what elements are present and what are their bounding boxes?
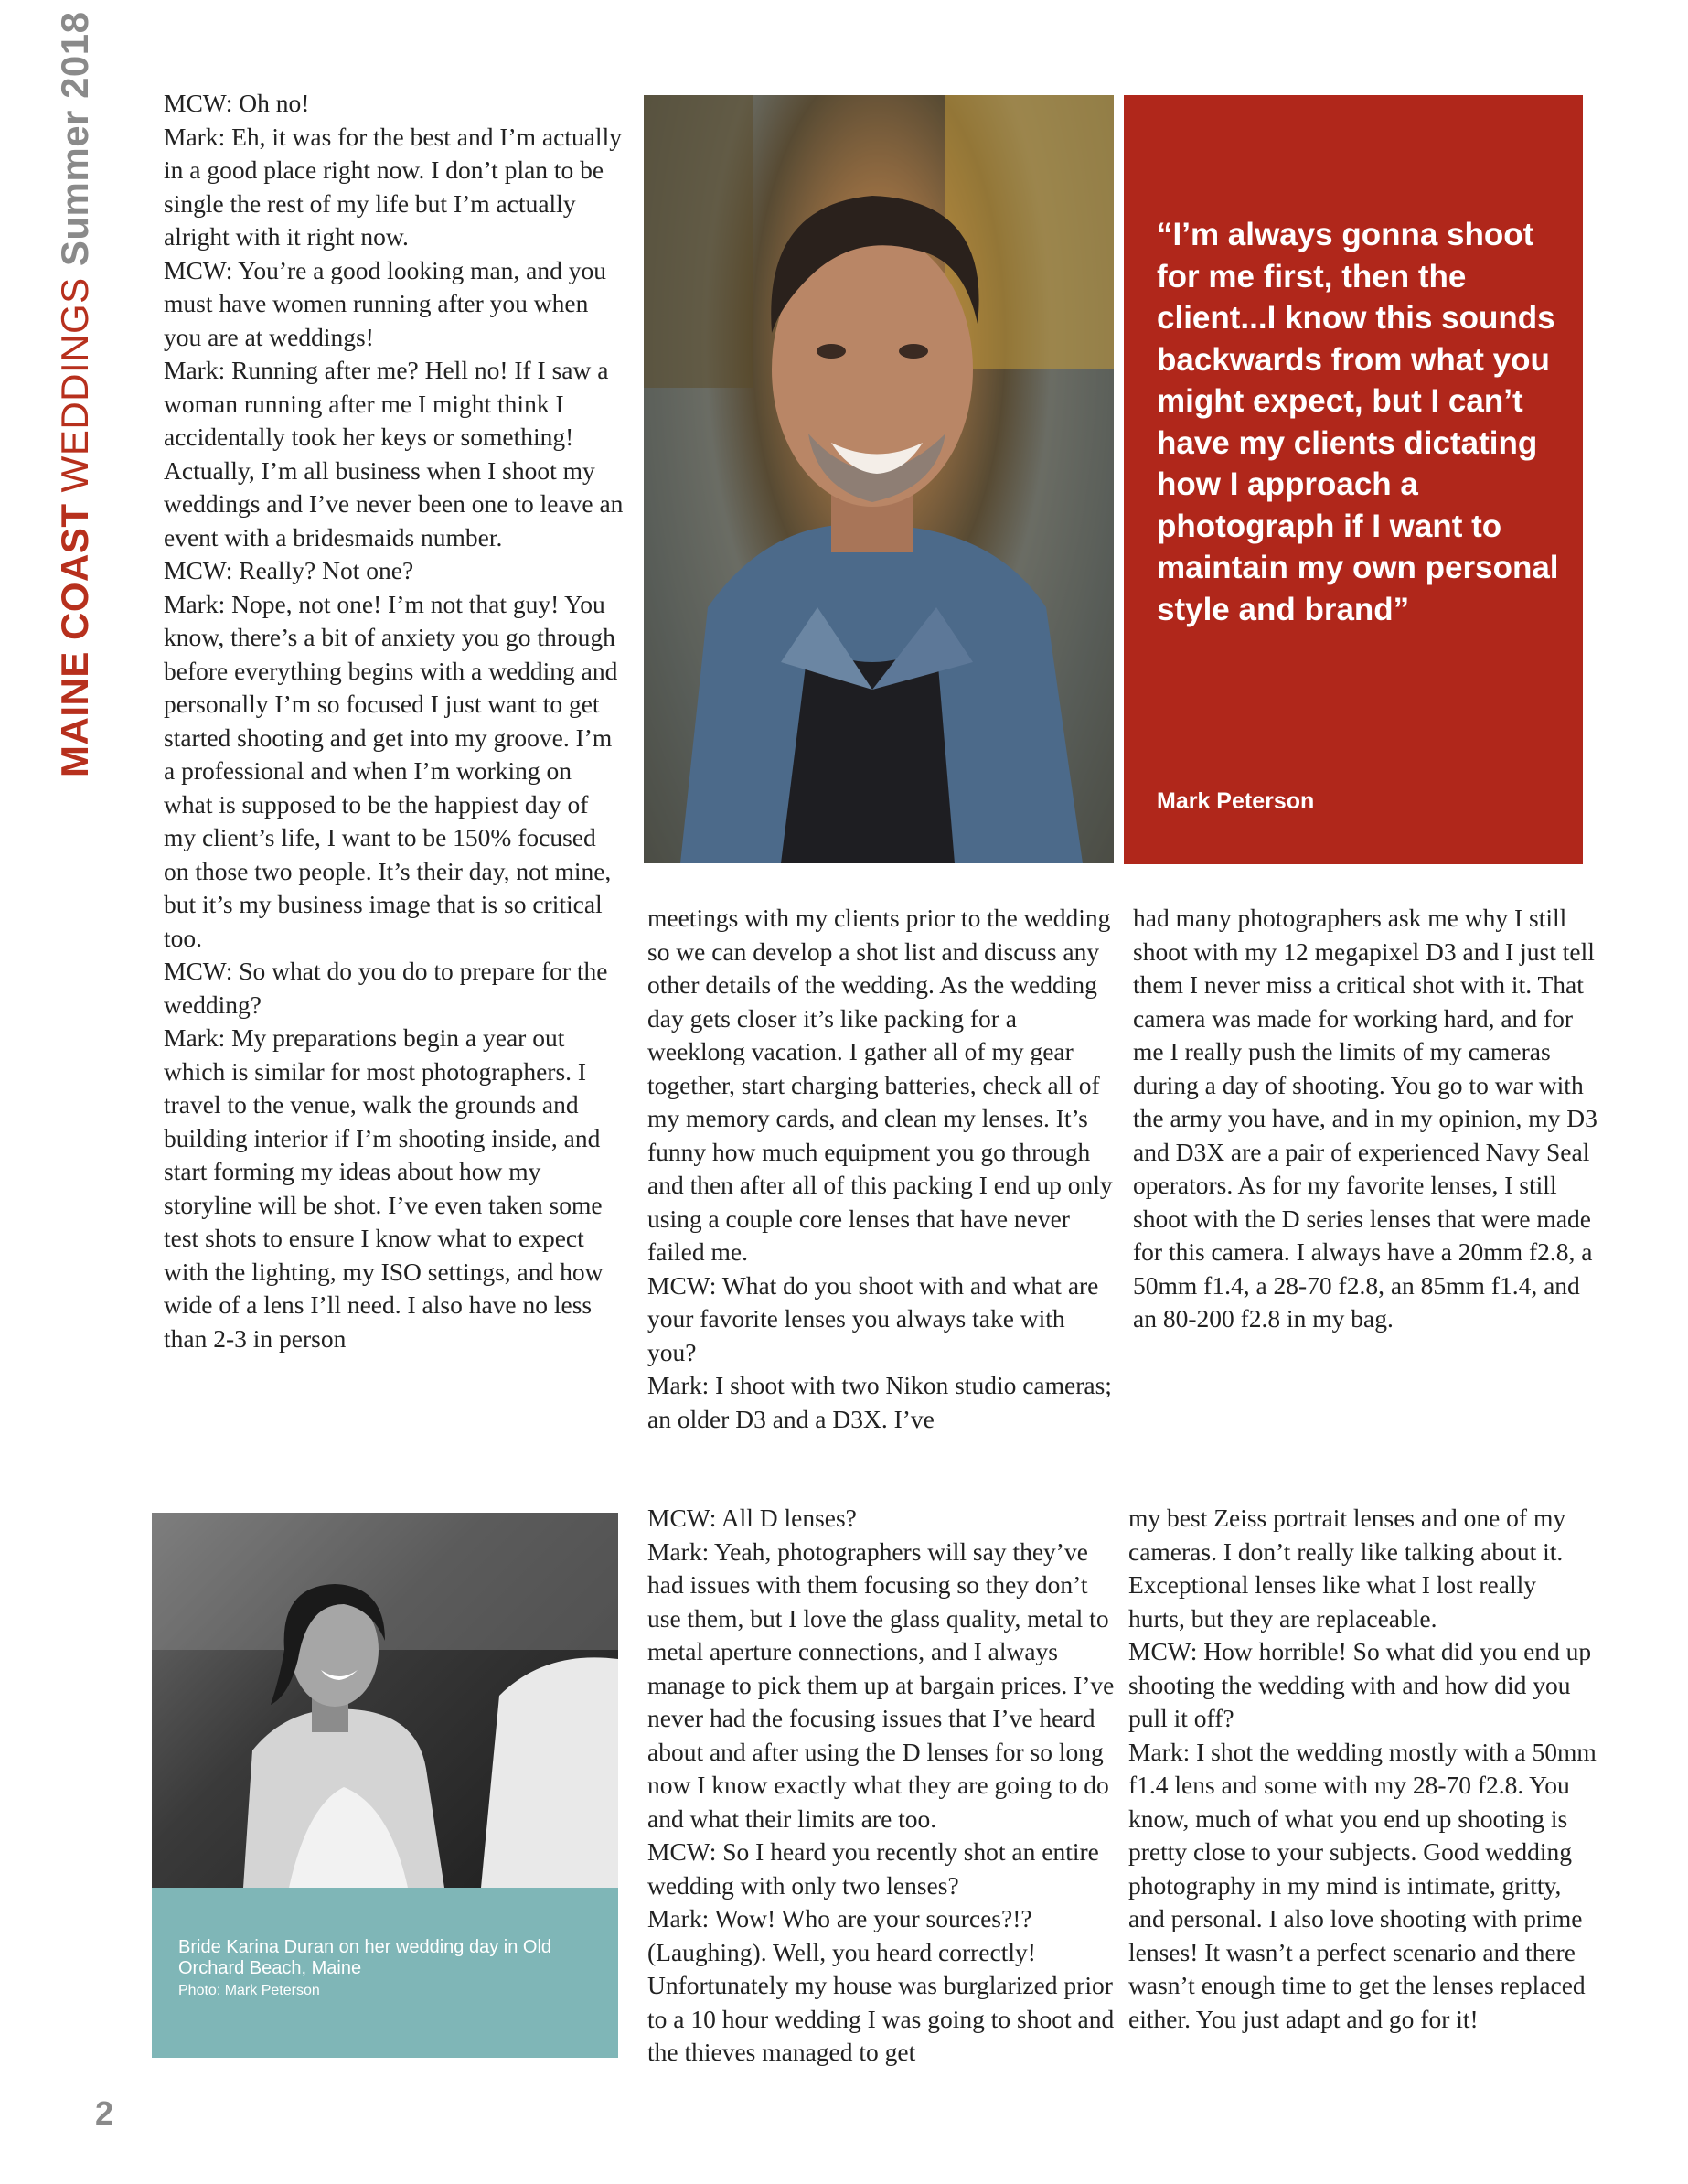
- article-column-1: [164, 87, 625, 1355]
- paragraph: had many photographers ask me why I still shoot with my 12 megapixel D3 and I just tell them I never miss a critical shot with it. That camera was made for working hard, and for me I really push the limits of my cameras during a day of shooting. You go to war with the army you have, and in my opinion, my D3 and D3X are a pair of experienced Navy Seal operators. As for my favorite lenses, I still shoot with the D series lenses that were made for this camera. I always have a 20mm f2.8, a 50mm f1.4, a 28-70 f2.8, an 85mm f1.4, and an 80-200 f2.8 in my bag.: [1133, 904, 1597, 1333]
- bride-photo: [152, 1513, 618, 1888]
- masthead: [53, 11, 97, 777]
- paragraph: MCW: What do you shoot with and what are your favorite lenses you always take with you?: [647, 1270, 1099, 1366]
- photo-caption: Bride Karina Duran on her wedding day in Old Orchard Beach, Maine: [178, 1937, 552, 1978]
- masthead-brand-light: WEDDINGS: [53, 277, 96, 493]
- portrait-photo: [644, 95, 1114, 863]
- paragraph: Mark: Eh, it was for the best and I’m actually in a good place right now. I don’t plan to be single the rest of my life but I’m actually alright with it right now.: [164, 122, 622, 251]
- paragraph: MCW: How horrible! So what did you end up shooting the wedding with and how did you pull it off?: [1128, 1637, 1592, 1732]
- paragraph: MCW: All D lenses?: [647, 1504, 857, 1532]
- paragraph: MCW: So I heard you recently shot an entire wedding with only two lenses?: [647, 1837, 1099, 1900]
- paragraph: MCW: Oh no!: [164, 89, 310, 117]
- article-column-2-bottom: [647, 1502, 1116, 2070]
- pull-quote-attribution: Mark Peterson: [1157, 788, 1315, 814]
- masthead-season: Summer 2018: [53, 11, 96, 267]
- masthead-brand-bold: MAINE COAST: [53, 503, 96, 777]
- paragraph: Mark: I shoot with two Nikon studio cameras; an older D3 and a D3X. I’ve: [647, 1371, 1112, 1433]
- paragraph: Mark: Nope, not one! I’m not that guy! You know, there’s a bit of anxiety you go through before everything begins with a wedding and personally I’m so focused I just want to get started shooting and get into my groove. I’m a professional and when I’m working on what is supposed to be the happiest day of my client’s life, I want to be 150% focused on those two people. It’s their day, not mine, but it’s my business image that is so critical too.: [164, 589, 618, 952]
- paragraph: Mark: Yeah, photographers will say they’ve had issues with them focusing so they don’t use them, but I love the glass quality, metal to metal aperture connections, and I always manage to pick them up at bargain prices. I’ve never had the focusing issues that I’ve heard about and after using the D lenses for so long now I know exactly what they are going to do and what their limits are too.: [647, 1536, 1115, 1833]
- paragraph: MCW: So what do you do to prepare for the wedding?: [164, 957, 608, 1019]
- paragraph: MCW: You’re a good looking man, and you must have women running after you when you are at weddings!: [164, 255, 607, 351]
- bride-illustration: [152, 1513, 618, 1888]
- photo-caption-box: [152, 1888, 618, 2058]
- paragraph: my best Zeiss portrait lenses and one of my cameras. I don’t really like talking about it. Exceptional lenses like what I lost really hurts, but they are replaceable.: [1128, 1504, 1566, 1633]
- paragraph: MCW: Really? Not one?: [164, 556, 414, 584]
- portrait-illustration: [644, 95, 1114, 863]
- pull-quote-text: “I’m always gonna shoot for me first, then the client...I know this sounds backwards from what you might expect, but I can’t have my clients dictating how I approach a photograph if I want to maintain my own personal style and brand”: [1157, 217, 1559, 627]
- paragraph: Mark: My preparations begin a year out which is similar for most photographers. I travel to the venue, walk the grounds and building interior if I’m shooting inside, and start forming my ideas about how my storyline will be shot. I’ve even taken some test shots to ensure I know what to expect with the lighting, my ISO settings, and how wide of a lens I’ll need. I also have no less than 2-3 in person: [164, 1023, 604, 1353]
- paragraph: Mark: Running after me? Hell no! If I saw a woman running after me I might think I accidentally took her keys or something! Actually, I’m all business when I shoot my weddings and I’ve never been one to leave an event with a bridesmaids number.: [164, 356, 624, 551]
- pull-quote-box: [1124, 95, 1583, 864]
- article-column-2-top: [647, 902, 1116, 1436]
- photo-credit: Photo: Mark Peterson: [178, 1983, 320, 1998]
- paragraph: Mark: Wow! Who are your sources?!? (Laughing). Well, you heard correctly! Unfortunately my house was burglarized prior to a 10 hour wedding I was going to shoot and the thieves managed to get: [647, 1904, 1115, 2066]
- article-column-3-bottom: [1128, 1502, 1598, 2036]
- paragraph: Mark: I shot the wedding mostly with a 50mm f1.4 lens and some with my 28-70 f2.8. You know, much of what you end up shooting is pretty close to your subjects. Good wedding photography in my mind is intimate, gritty, and personal. I also love shooting with prime lenses! It wasn’t a perfect scenario and there wasn’t enough time to get the lenses replaced either. You just adapt and go for it!: [1128, 1737, 1597, 2033]
- page-number: 2: [95, 2094, 114, 2132]
- paragraph: meetings with my clients prior to the wedding so we can develop a shot list and discuss any other details of the wedding. As the wedding day gets closer it’s like packing for a weeklong vacation. I gather all of my gear together, start charging batteries, check all of my memory cards, and clean my lenses. It’s funny how much equipment you go through and then after all of this packing I end up only using a couple core lenses that have never failed me.: [647, 904, 1113, 1266]
- article-column-3-top: [1133, 902, 1603, 1336]
